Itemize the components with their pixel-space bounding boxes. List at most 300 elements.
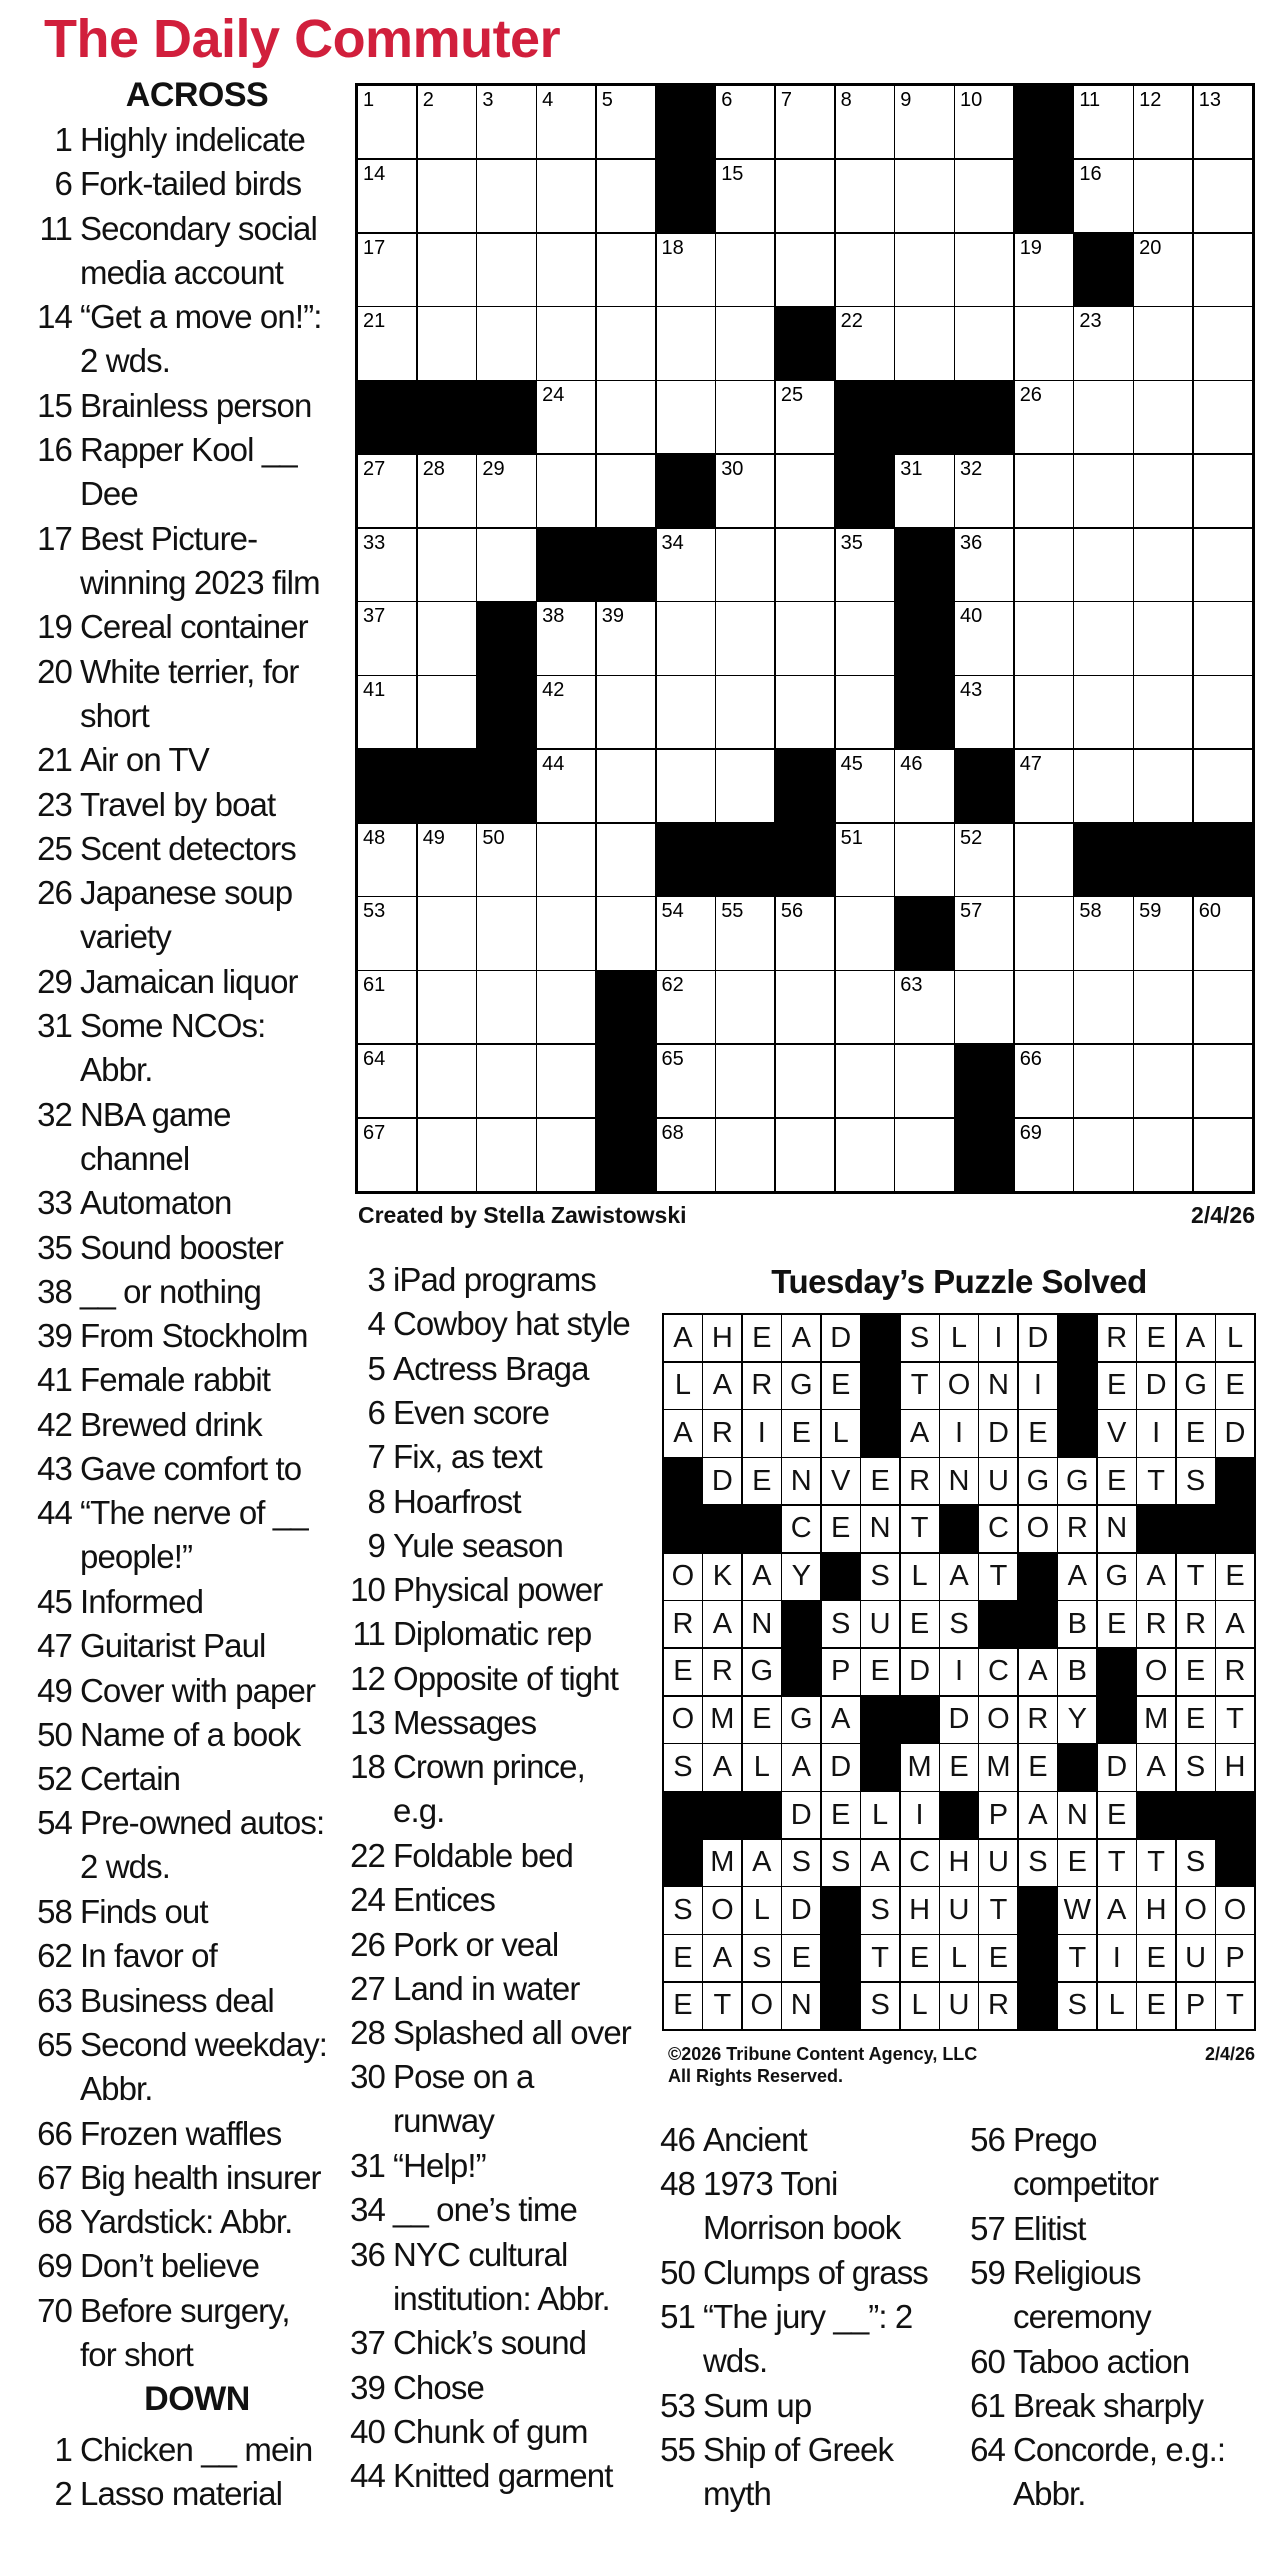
solved-letter: E [901, 1601, 939, 1647]
grid-cell[interactable] [477, 824, 535, 896]
solved-letter: M [979, 1744, 1017, 1790]
grid-cell[interactable] [537, 86, 595, 158]
grid-cell[interactable] [1194, 971, 1252, 1043]
grid-cell[interactable] [418, 234, 476, 306]
grid-cell[interactable] [1074, 381, 1132, 453]
grid-cell[interactable] [537, 1045, 595, 1117]
grid-cell[interactable] [895, 750, 953, 822]
solved-letter: A [861, 1840, 899, 1886]
cell-number: 43 [960, 679, 983, 702]
clue-number: 44 [37, 1494, 72, 1532]
grid-cell[interactable] [776, 1119, 834, 1191]
grid-cell[interactable] [836, 86, 894, 158]
cell-number: 8 [840, 89, 852, 111]
grid-cell[interactable] [358, 160, 416, 232]
grid-cell[interactable] [716, 897, 774, 969]
clue-text: Informed [80, 1582, 204, 1620]
grid-cell[interactable] [358, 1119, 416, 1191]
grid-cell[interactable] [418, 1119, 476, 1191]
clue-text: “Get a move on!”: [80, 298, 322, 336]
grid-cell[interactable] [358, 86, 416, 158]
clue-text: Clumps of grass [703, 2253, 928, 2291]
grid-cell[interactable] [657, 381, 715, 453]
solved-letter: G [743, 1649, 781, 1695]
cell-number: 10 [960, 89, 983, 111]
grid-cell[interactable] [537, 824, 595, 896]
solved-letter: G [1019, 1458, 1057, 1504]
grid-cell[interactable] [537, 455, 595, 527]
grid-cell[interactable] [358, 234, 416, 306]
solved-letter: I [901, 1792, 939, 1838]
solved-letter: A [1058, 1554, 1096, 1600]
clue-text: Cereal container [80, 608, 308, 646]
grid-cell[interactable] [1134, 971, 1192, 1043]
clue-text: Secondary social [80, 209, 317, 247]
grid-cell[interactable] [776, 897, 834, 969]
solved-letter: O [743, 1983, 781, 2029]
solved-letter: T [901, 1363, 939, 1409]
grid-cell[interactable] [597, 307, 655, 379]
solved-black-square [1058, 1744, 1096, 1790]
grid-cell[interactable] [477, 897, 535, 969]
grid-cell[interactable] [1134, 676, 1192, 748]
solved-letter: E [822, 1792, 860, 1838]
grid-cell[interactable] [657, 234, 715, 306]
grid-cell[interactable] [776, 86, 834, 158]
grid-cell[interactable] [1074, 1045, 1132, 1117]
grid-cell[interactable] [1074, 750, 1132, 822]
grid-cell[interactable] [716, 455, 774, 527]
grid-cell[interactable] [955, 455, 1013, 527]
grid-cell[interactable] [776, 529, 834, 601]
grid-cell[interactable] [895, 307, 953, 379]
clue [350, 1701, 537, 1745]
grid-cell[interactable] [418, 971, 476, 1043]
clue [37, 1358, 271, 1402]
solved-letter: P [979, 1792, 1017, 1838]
grid-cell[interactable] [358, 824, 416, 896]
clue [37, 1226, 283, 1270]
grid-cell[interactable] [1194, 234, 1252, 306]
solved-black-square [1177, 1792, 1215, 1838]
grid-cell[interactable] [537, 307, 595, 379]
grid-cell[interactable] [1194, 1119, 1252, 1191]
solved-letter: E [664, 1983, 702, 2029]
grid-cell[interactable] [597, 750, 655, 822]
grid-cell[interactable] [657, 602, 715, 674]
grid-cell[interactable] [1074, 897, 1132, 969]
cell-number: 27 [363, 457, 386, 480]
solved-black-square [1137, 1506, 1175, 1552]
grid-cell[interactable] [477, 971, 535, 1043]
grid-cell[interactable] [597, 234, 655, 306]
grid-cell[interactable] [597, 824, 655, 896]
grid-cell[interactable] [1194, 602, 1252, 674]
grid-cell[interactable] [657, 529, 715, 601]
grid-cell[interactable] [1134, 1119, 1192, 1191]
solved-letter: E [743, 1315, 781, 1361]
grid-cell[interactable] [477, 1045, 535, 1117]
grid-cell[interactable] [1194, 86, 1252, 158]
grid-cell[interactable] [1134, 529, 1192, 601]
clue [660, 2295, 913, 2383]
grid-cell[interactable] [1015, 307, 1073, 379]
grid-cell[interactable] [716, 750, 774, 822]
clue [367, 1258, 596, 1302]
grid-cell[interactable] [955, 234, 1013, 306]
grid-cell[interactable] [1015, 824, 1073, 896]
across-header: ACROSS [125, 76, 269, 114]
grid-cell[interactable] [1074, 307, 1132, 379]
black-square [657, 86, 715, 158]
grid-cell[interactable] [1015, 234, 1073, 306]
grid-cell[interactable] [418, 455, 476, 527]
clue-text: Don’t believe [80, 2247, 260, 2285]
cell-number: 9 [900, 89, 912, 111]
clue-text: __ or nothing [80, 1272, 261, 1310]
cell-number: 56 [780, 900, 804, 923]
grid-cell[interactable] [477, 234, 535, 306]
clue-text: Name of a book [80, 1715, 301, 1753]
solved-letter: D [822, 1315, 860, 1361]
clue-text: variety [80, 918, 171, 956]
grid-cell[interactable] [895, 824, 953, 896]
grid-cell[interactable] [477, 1119, 535, 1191]
clue [37, 1934, 217, 1978]
grid-cell[interactable] [1194, 529, 1252, 601]
grid-cell[interactable] [895, 455, 953, 527]
grid-cell[interactable] [418, 897, 476, 969]
clue-number: 10 [350, 1571, 385, 1609]
grid-cell[interactable] [537, 160, 595, 232]
grid-cell[interactable] [716, 160, 774, 232]
grid-cell[interactable] [418, 602, 476, 674]
grid-cell[interactable] [1074, 529, 1132, 601]
grid-cell[interactable] [358, 676, 416, 748]
grid-cell[interactable] [1074, 602, 1132, 674]
grid-cell[interactable] [597, 602, 655, 674]
grid-cell[interactable] [657, 897, 715, 969]
grid-cell[interactable] [657, 971, 715, 1043]
grid-cell[interactable] [477, 455, 535, 527]
grid-cell[interactable] [1134, 897, 1192, 969]
grid-cell[interactable] [895, 86, 953, 158]
grid-cell[interactable] [895, 1119, 953, 1191]
grid-cell[interactable] [836, 602, 894, 674]
grid-cell[interactable] [418, 529, 476, 601]
grid-cell[interactable] [597, 381, 655, 453]
solved-letter: E [1137, 1315, 1175, 1361]
solved-letter: M [703, 1697, 741, 1743]
grid-cell[interactable] [716, 971, 774, 1043]
grid-cell[interactable] [836, 676, 894, 748]
grid-cell[interactable] [418, 824, 476, 896]
cell-number: 29 [482, 457, 505, 480]
cell-number: 14 [363, 162, 386, 185]
grid-cell[interactable] [1015, 676, 1073, 748]
grid-cell[interactable] [477, 529, 535, 601]
grid-cell[interactable] [537, 897, 595, 969]
clue-text: Abbr. [1013, 2475, 1086, 2513]
grid-cell[interactable] [955, 676, 1013, 748]
grid-cell[interactable] [1015, 971, 1073, 1043]
grid-cell[interactable] [1015, 750, 1073, 822]
grid-cell[interactable] [776, 602, 834, 674]
grid-cell[interactable] [1194, 897, 1252, 969]
clue-text: Automaton [80, 1184, 232, 1222]
grid-cell[interactable] [776, 234, 834, 306]
grid-cell[interactable] [1134, 86, 1192, 158]
solved-letter: E [1137, 1983, 1175, 2029]
solved-letter: Y [1058, 1697, 1096, 1743]
clue-number: 31 [37, 1007, 72, 1044]
grid-cell[interactable] [836, 750, 894, 822]
grid-cell[interactable] [1194, 307, 1252, 379]
grid-cell[interactable] [716, 307, 774, 379]
grid-cell[interactable] [537, 381, 595, 453]
clue-text: Yardstick: Abbr. [80, 2203, 293, 2241]
grid-cell[interactable] [537, 234, 595, 306]
grid-cell[interactable] [776, 676, 834, 748]
grid-cell[interactable] [657, 1119, 715, 1191]
grid-cell[interactable] [358, 971, 416, 1043]
grid-cell[interactable] [1194, 1045, 1252, 1117]
cell-number: 47 [1019, 752, 1042, 775]
black-square [657, 824, 715, 896]
grid-cell[interactable] [358, 529, 416, 601]
grid-cell[interactable] [1015, 381, 1073, 453]
grid-cell[interactable] [1134, 307, 1192, 379]
cell-number: 59 [1139, 900, 1162, 923]
clue-number: 62 [37, 1937, 72, 1975]
cell-number: 49 [422, 826, 445, 849]
grid-cell[interactable] [895, 160, 953, 232]
clue [660, 2162, 901, 2250]
grid-cell[interactable] [1015, 897, 1073, 969]
grid-cell[interactable] [537, 750, 595, 822]
grid-cell[interactable] [537, 971, 595, 1043]
clue-text: iPad programs [393, 1261, 596, 1298]
cell-number: 20 [1139, 236, 1162, 259]
grid-cell[interactable] [477, 86, 535, 158]
grid-cell[interactable] [836, 529, 894, 601]
grid-cell[interactable] [836, 1045, 894, 1117]
cell-number: 30 [721, 457, 744, 480]
grid-cell[interactable] [955, 529, 1013, 601]
grid-cell[interactable] [1134, 1045, 1192, 1117]
black-square [1074, 234, 1132, 306]
grid-cell[interactable] [955, 602, 1013, 674]
grid-cell[interactable] [597, 676, 655, 748]
grid-cell[interactable] [358, 1045, 416, 1117]
solved-black-square [1137, 1792, 1175, 1838]
grid-cell[interactable] [836, 971, 894, 1043]
grid-cell[interactable] [716, 1119, 774, 1191]
grid-cell[interactable] [597, 86, 655, 158]
grid-cell[interactable] [776, 381, 834, 453]
grid-cell[interactable] [1194, 750, 1252, 822]
grid-cell[interactable] [776, 455, 834, 527]
clue [37, 428, 297, 516]
grid-cell[interactable] [1134, 160, 1192, 232]
grid-cell[interactable] [1074, 676, 1132, 748]
clue-text: runway [393, 2102, 494, 2140]
grid-cell[interactable] [895, 234, 953, 306]
clue-number: 6 [54, 165, 72, 203]
down-header: DOWN [144, 2380, 250, 2418]
cell-number: 55 [721, 900, 744, 923]
grid-cell[interactable] [1015, 529, 1073, 601]
grid-cell[interactable] [657, 307, 715, 379]
solved-letter: E [743, 1458, 781, 1504]
clue-number: 65 [37, 2025, 72, 2063]
cell-number: 42 [542, 679, 565, 702]
grid-cell[interactable] [1074, 86, 1132, 158]
clue-text: NBA game [80, 1095, 231, 1133]
solved-letter: R [1019, 1697, 1057, 1743]
grid-cell[interactable] [1194, 455, 1252, 527]
grid-cell[interactable] [1134, 381, 1192, 453]
clue [37, 871, 293, 959]
solved-black-square [861, 1697, 899, 1743]
grid-cell[interactable] [836, 824, 894, 896]
grid-cell[interactable] [955, 160, 1013, 232]
grid-cell[interactable] [537, 676, 595, 748]
solved-letter: E [901, 1935, 939, 1981]
clue-number: 26 [350, 1925, 385, 1963]
grid-cell[interactable] [1074, 455, 1132, 527]
grid-cell[interactable] [836, 1119, 894, 1191]
grid-cell[interactable] [358, 897, 416, 969]
clue-text: Entices [393, 1881, 495, 1919]
grid-cell[interactable] [477, 307, 535, 379]
solved-letter: L [861, 1792, 899, 1838]
grid-cell[interactable] [1015, 1045, 1073, 1117]
grid-cell[interactable] [358, 307, 416, 379]
grid-cell[interactable] [955, 307, 1013, 379]
grid-cell[interactable] [836, 234, 894, 306]
grid-cell[interactable] [657, 1045, 715, 1117]
clue-text: Chose [393, 2368, 484, 2406]
grid-cell[interactable] [537, 602, 595, 674]
clue-text: Air on TV [80, 741, 209, 779]
grid-cell[interactable] [955, 971, 1013, 1043]
grid-cell[interactable] [537, 1119, 595, 1191]
grid-cell[interactable] [776, 1045, 834, 1117]
grid-cell[interactable] [716, 234, 774, 306]
grid-cell[interactable] [418, 1045, 476, 1117]
clue-text: Pre-owned autos: [80, 1804, 325, 1842]
grid-cell[interactable] [776, 160, 834, 232]
grid-cell[interactable] [716, 381, 774, 453]
solved-letter: L [1216, 1315, 1254, 1361]
clue-number: 8 [367, 1482, 385, 1520]
grid-cell[interactable] [477, 160, 535, 232]
cell-number: 66 [1019, 1047, 1042, 1070]
black-square [955, 381, 1013, 453]
grid-cell[interactable] [418, 86, 476, 158]
grid-cell[interactable] [657, 676, 715, 748]
clue [367, 1480, 521, 1524]
clue-text: Lasso material [80, 2475, 282, 2513]
grid-cell[interactable] [1194, 676, 1252, 748]
grid-cell[interactable] [836, 307, 894, 379]
grid-cell[interactable] [1194, 160, 1252, 232]
grid-cell[interactable] [1134, 602, 1192, 674]
grid-cell[interactable] [895, 1045, 953, 1117]
grid-cell[interactable] [1074, 1119, 1132, 1191]
solved-letter: E [1216, 1363, 1254, 1409]
solved-letter: D [703, 1458, 741, 1504]
cell-number: 36 [960, 531, 983, 554]
clue-number: 11 [39, 209, 72, 247]
solved-letter: A [1216, 1601, 1254, 1647]
grid-cell[interactable] [1194, 381, 1252, 453]
black-square [477, 381, 535, 453]
clue-number: 21 [37, 741, 72, 779]
grid-cell[interactable] [716, 1045, 774, 1117]
solved-letter: D [1098, 1744, 1136, 1790]
clue-number: 20 [37, 652, 72, 690]
grid-cell[interactable] [955, 897, 1013, 969]
solved-letter: T [703, 1983, 741, 2029]
grid-cell[interactable] [1015, 455, 1073, 527]
grid-cell[interactable] [716, 676, 774, 748]
grid-cell[interactable] [597, 455, 655, 527]
grid-cell[interactable] [776, 971, 834, 1043]
cell-number: 51 [840, 826, 863, 849]
grid-cell[interactable] [597, 160, 655, 232]
cell-number: 61 [363, 974, 386, 997]
grid-cell[interactable] [1015, 602, 1073, 674]
grid-cell[interactable] [895, 971, 953, 1043]
cell-number: 23 [1079, 310, 1102, 333]
grid-cell[interactable] [955, 86, 1013, 158]
grid-cell[interactable] [1015, 1119, 1073, 1191]
grid-cell[interactable] [358, 455, 416, 527]
grid-cell[interactable] [1074, 160, 1132, 232]
clue-number: 34 [350, 2191, 385, 2229]
grid-cell[interactable] [716, 602, 774, 674]
grid-cell[interactable] [597, 897, 655, 969]
grid-cell[interactable] [358, 602, 416, 674]
clue [54, 2472, 282, 2516]
grid-cell[interactable] [418, 676, 476, 748]
grid-cell[interactable] [836, 160, 894, 232]
black-square [358, 750, 416, 822]
grid-cell[interactable] [955, 824, 1013, 896]
grid-cell[interactable] [1074, 971, 1132, 1043]
solved-letter: O [1177, 1887, 1215, 1933]
grid-cell[interactable] [418, 160, 476, 232]
solved-letter: I [1137, 1410, 1175, 1456]
grid-cell[interactable] [716, 86, 774, 158]
grid-cell[interactable] [418, 307, 476, 379]
grid-cell[interactable] [657, 750, 715, 822]
solved-black-square [1019, 1554, 1057, 1600]
clue-text: Some NCOs: [80, 1007, 266, 1044]
grid-cell[interactable] [716, 529, 774, 601]
grid-cell[interactable] [836, 897, 894, 969]
solved-letter: B [1058, 1601, 1096, 1647]
grid-cell[interactable] [1134, 234, 1192, 306]
solved-letter: E [782, 1410, 820, 1456]
cell-number: 65 [661, 1047, 684, 1070]
black-square [597, 1045, 655, 1117]
solved-black-square [1216, 1458, 1254, 1504]
grid-cell[interactable] [1134, 750, 1192, 822]
grid-cell[interactable] [1134, 455, 1192, 527]
